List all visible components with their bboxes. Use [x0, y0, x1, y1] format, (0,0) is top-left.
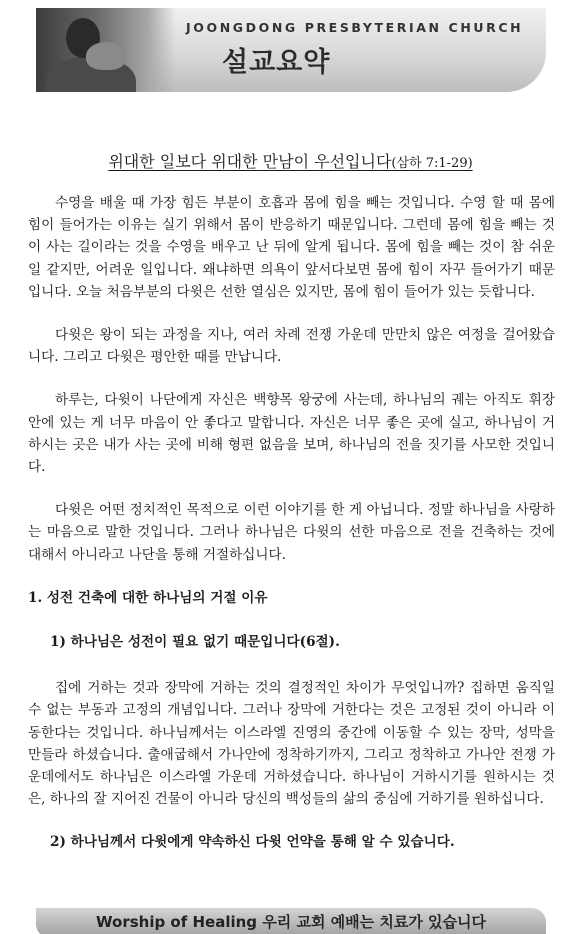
scripture-reference: (삼하 7:1-29) [391, 156, 473, 171]
paragraph: 집에 거하는 것과 장막에 거하는 것의 결정적인 차이가 무엇입니까? 집하면 움직일 수 없는 부동과 고정의 개념입니다. 그러나 장막에 거한다는 것은 고정된 것이 아니라 이동한다는 것입니다. 하나님께서는 이스라엘 진영의 중간에 이동할 수 있는 장막, 성막을 만들라 하셨습니다. 출애굽해서 가나안에 정착하기까지, 그리고 정착하고 가나안 전쟁 가운데에서도 하나님은 이스라엘 가운데 거하셨습니다. 하나님이 거하시기를 원하시는 것은, 하나의 잘 지어진 건물이 아니라 당신의 백성들의 삶의 중심에 거하기를 원하십니다. [28, 680, 555, 808]
subsection-heading: 1) 하나님은 성전이 필요 없기 때문입니다(6절). [50, 634, 340, 651]
section-heading: 1. 성전 건축에 대한 하나님의 거절 이유 [28, 589, 268, 606]
paragraph: 다윗은 왕이 되는 과정을 지나, 여러 차례 전쟁 가운데 만만치 않은 여정을 걸어왔습니다. 그리고 다윗은 평안한 때를 만납니다. [28, 327, 555, 366]
header-banner [36, 8, 546, 92]
header-title: 설교요약 [222, 47, 331, 78]
church-name: JOONGDONG PRESBYTERIAN CHURCH [186, 20, 524, 35]
footer-banner [36, 908, 546, 934]
paragraph: 다윗은 어떤 정치적인 목적으로 이런 이야기를 한 게 아닙니다. 정말 하나님을 사랑하는 마음으로 말한 것입니다. 그러나 하나님은 다윗의 선한 마음으로 전을 건축하는 것에 대해서 아니라고 나단을 통해 거절하십니다. [28, 502, 555, 563]
sermon-body [28, 192, 555, 854]
footer-text: Worship of Healing 우리 교회 예배는 치료가 있습니다 [96, 913, 486, 931]
paragraph: 수영을 배울 때 가장 힘든 부분이 호흡과 몸에 힘을 빼는 것입니다. 수영 할 때 몸에 힘이 들어가는 이유는 실기 위해서 몸이 반응하기 때문입니다. 그런데 몸에 힘을 빼는 것이 사는 길이라는 것을 수영을 배우고 난 뒤에 알게 됩니다. 몸에 힘을 빼는 것이 참 쉬운 일 같지만, 어려운 일입니다. 왜냐하면 의욕이 앞서다보면 몸에 힘이 자꾸 들어가기 때문입니다. 오늘 처음부분의 다윗은 선한 열심은 있지만, 몸에 힘이 들어가 있는 듯합니다. [28, 195, 555, 300]
subsection-heading: 2) 하나님께서 다윗에게 약속하신 다윗 언약을 통해 알 수 있습니다. [50, 834, 455, 851]
praying-woman-photo [36, 8, 176, 92]
paragraph: 하루는, 다윗이 나단에게 자신은 백향목 왕궁에 사는데, 하나님의 궤는 아직도 휘장 안에 있는 게 너무 마음이 안 좋다고 말합니다. 자신은 너무 좋은 곳에 실고, 하나님이 거하시는 곳은 내가 사는 곳에 비해 형편 없음을 보며, 하나님의 전을 짓기를 사모한 것입니다. [28, 392, 555, 476]
photo-hands-shape [86, 42, 126, 70]
sermon-title-text: 위대한 일보다 위대한 만남이 우선입니다 [108, 152, 392, 171]
sermon-title [0, 149, 581, 172]
